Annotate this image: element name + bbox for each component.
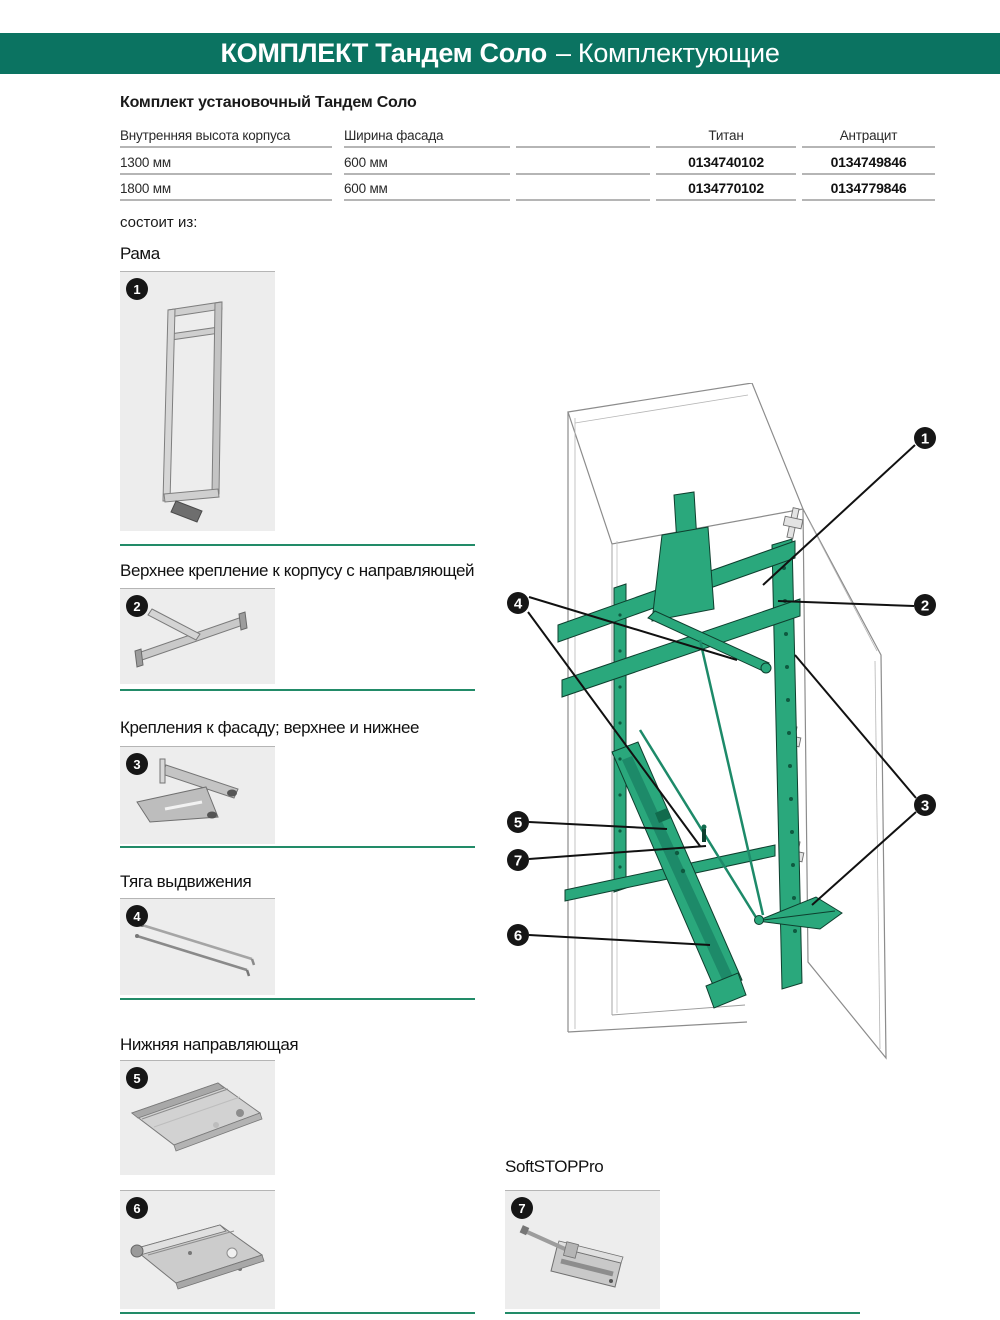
- section-title-top-mount: Верхнее крепление к корпусу с направляющей: [120, 561, 475, 580]
- section-title-pull-rod: Тяга выдвижения: [120, 872, 252, 891]
- part-badge: 1: [126, 278, 148, 300]
- callout-2: [914, 594, 936, 616]
- section-separator: [120, 846, 475, 848]
- kit-title: Комплект установочный Тандем Соло: [120, 94, 417, 111]
- table-row: 1800 мм: [120, 170, 332, 201]
- svg-text:1: 1: [920, 430, 930, 448]
- callout-7: [507, 849, 529, 871]
- section-separator: [120, 689, 475, 691]
- part-image-bottom-rail: [120, 1060, 275, 1175]
- part-image-pull-rod: [120, 898, 275, 995]
- section-title-softstop: SoftSTOPPro: [505, 1157, 604, 1176]
- section-title-bottom-rail: Нижняя направляющая: [120, 1035, 299, 1054]
- part-image-softstop: [505, 1190, 660, 1309]
- assembly-diagram: [505, 383, 965, 1060]
- part-image-frame: [120, 271, 275, 531]
- table-row: 600 мм: [344, 170, 510, 201]
- article-number: 0134779846: [802, 170, 935, 201]
- callout-3: [914, 794, 936, 816]
- svg-text:6: 6: [513, 927, 523, 945]
- svg-text:2: 2: [920, 597, 930, 615]
- header-title-light: – Комплектующие: [555, 38, 780, 68]
- section-title-facade-mounts: Крепления к фасаду; верхнее и нижнее: [120, 718, 420, 737]
- part-badge: 4: [126, 905, 148, 927]
- callout-1: [914, 427, 936, 449]
- part-badge: 6: [126, 1197, 148, 1219]
- part-image-bottom-carriage: [120, 1190, 275, 1309]
- table-row: [516, 170, 650, 201]
- section-separator: [120, 544, 475, 546]
- article-number: 0134749846: [802, 143, 935, 175]
- article-number: 0134740102: [656, 143, 796, 175]
- section-separator: [120, 998, 475, 1000]
- table-row: 1300 мм: [120, 143, 332, 175]
- col-header-inner-height: Внутренняя высота корпуса: [120, 122, 332, 148]
- mechanism-green: [558, 492, 842, 1008]
- article-number: 0134770102: [656, 170, 796, 201]
- part-badge: 3: [126, 753, 148, 775]
- section-separator: [120, 1312, 475, 1314]
- callout-5: [507, 811, 529, 833]
- part-badge: 7: [511, 1197, 533, 1219]
- part-badge: 2: [126, 595, 148, 617]
- table-row: 600 мм: [344, 143, 510, 175]
- part-badge: 5: [126, 1067, 148, 1089]
- svg-text:5: 5: [513, 814, 523, 832]
- col-header-facade-width: Ширина фасада: [344, 122, 510, 148]
- col-header-anthracite: Антрацит: [802, 122, 935, 148]
- part-image-top-mount: [120, 588, 275, 684]
- frame-sketch: [120, 272, 275, 531]
- part-image-facade-mounts: [120, 746, 275, 844]
- svg-text:4: 4: [513, 595, 523, 613]
- callout-6: [507, 924, 529, 946]
- col-header-titan: Титан: [656, 122, 796, 148]
- svg-text:7: 7: [513, 852, 523, 870]
- consists-label: состоит из:: [120, 214, 198, 231]
- section-title-frame: Рама: [120, 244, 160, 263]
- section-separator: [505, 1312, 860, 1314]
- svg-text:3: 3: [920, 797, 930, 815]
- callout-4: [507, 592, 529, 614]
- header-title-bold: КОМПЛЕКТ Тандем Соло: [220, 38, 547, 68]
- page-header: [0, 33, 1000, 74]
